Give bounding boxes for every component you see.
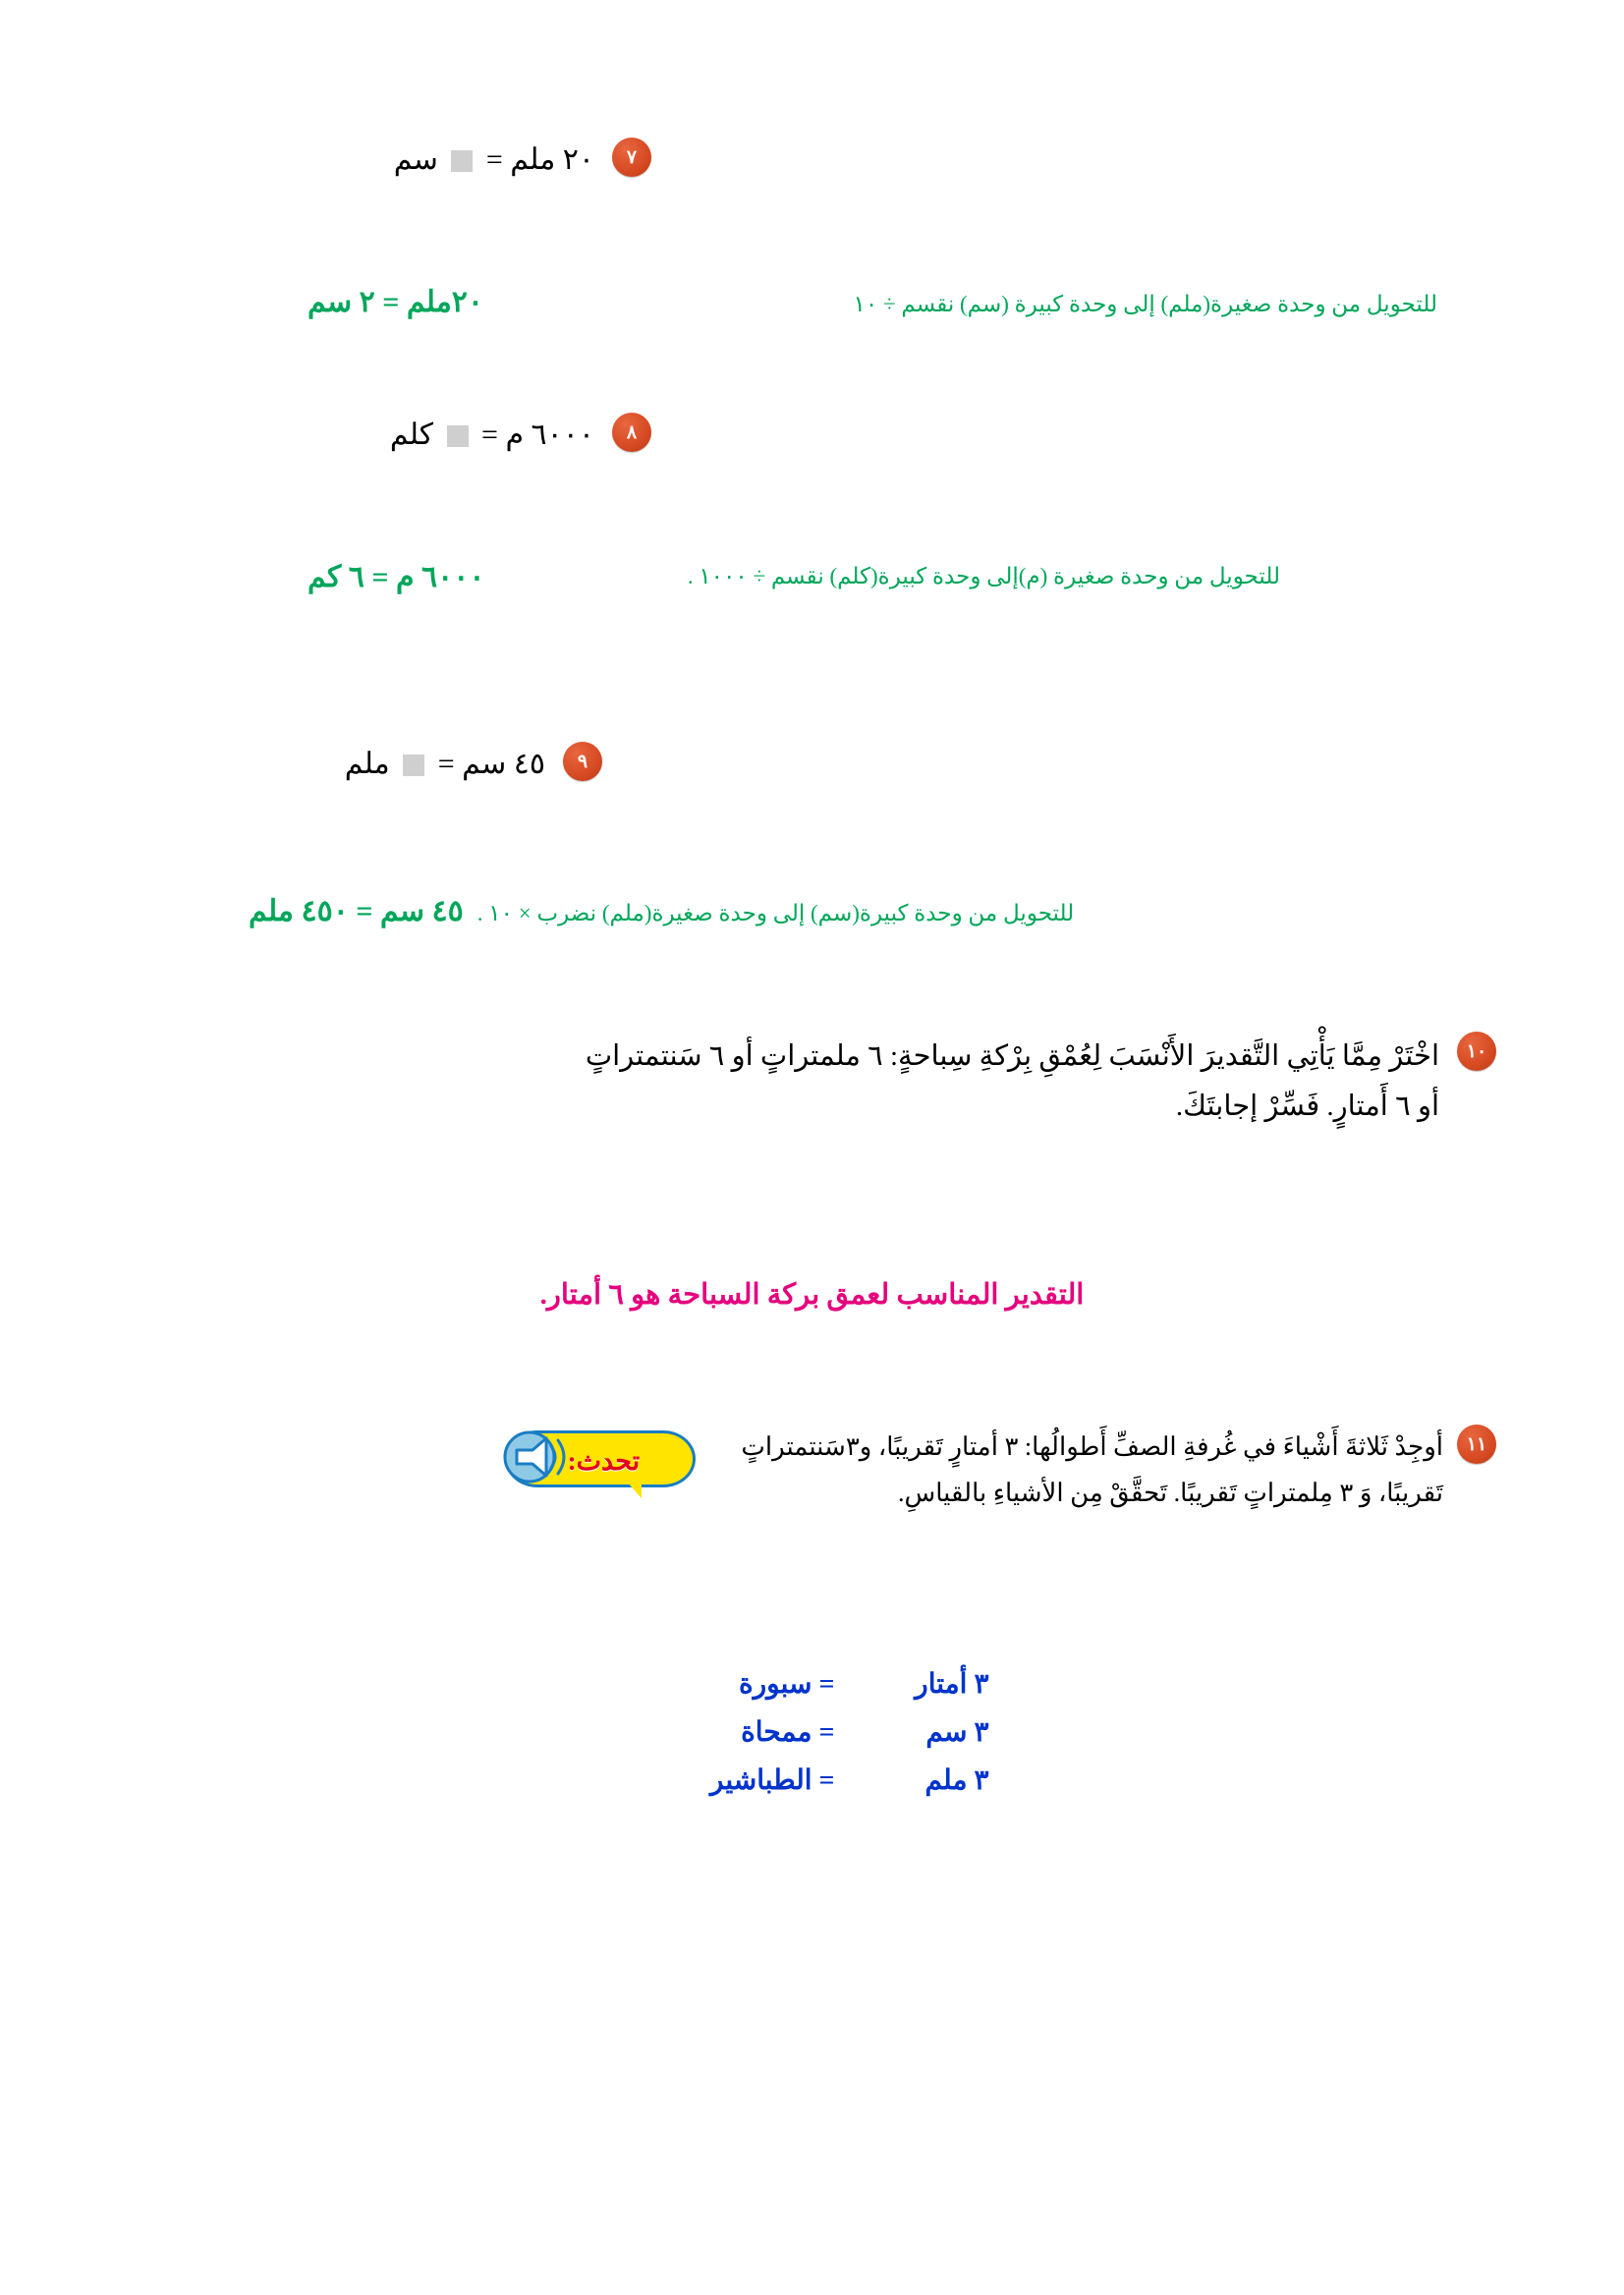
question-9-note: للتحويل من وحدة كبيرة(سم) إلى وحدة صغيرة(ملم) نضرب × ١٠ . bbox=[476, 901, 1075, 925]
question-9 bbox=[345, 742, 602, 786]
question-10-line-2: أو ٦ أَمتارٍ. فَسِّرْ إجابتَكَ. bbox=[1175, 1090, 1439, 1122]
answer-blank-box[interactable] bbox=[451, 150, 473, 172]
question-11-line-1: أوجِدْ ثَلاثةَ أَشْياءَ في غُرفةِ الصفِّ أَطوالُها: ٣ أمتارٍ تَقريبًا، و٣سَنتمتراتٍ bbox=[741, 1432, 1443, 1461]
question-9-prompt-before: ٤٥ سم = bbox=[430, 748, 545, 780]
question-number-badge: ١١ bbox=[1457, 1425, 1496, 1464]
question-11-text bbox=[493, 1425, 1443, 1517]
question-8-prompt-after: كلم bbox=[389, 419, 441, 451]
question-7-prompt-before: ٢٠ ملم = bbox=[478, 143, 594, 176]
question-9-answer: ٤٥ سم = ٤٥٠ ملم bbox=[249, 895, 464, 927]
question-9-answer-row bbox=[249, 894, 1477, 929]
question-8 bbox=[390, 413, 651, 457]
equals-sign: = bbox=[818, 1765, 835, 1796]
answer-measure-2: ٣ سم bbox=[925, 1717, 989, 1748]
question-9-prompt-after: ملم bbox=[344, 748, 398, 780]
question-10 bbox=[199, 1032, 1496, 1132]
question-number-badge: ١٠ bbox=[1457, 1032, 1496, 1071]
question-7-answer: ٢٠ملم = ٢ سم bbox=[308, 286, 484, 318]
question-number-badge: ٩ bbox=[563, 742, 602, 781]
equals-sign: = bbox=[818, 1669, 835, 1700]
answer-object-1: سبورة bbox=[738, 1669, 812, 1700]
question-7-prompt-after: سم bbox=[393, 143, 446, 176]
question-7-answer-row bbox=[288, 285, 1486, 320]
question-8-answer: ٦٠٠٠ م = ٦ كم bbox=[308, 561, 485, 593]
question-7-note: للتحويل من وحدة صغيرة(ملم) إلى وحدة كبيرة (سم) نقسم ÷ ١٠ bbox=[853, 292, 1437, 316]
question-10-answer bbox=[0, 1277, 1624, 1312]
speak-badge bbox=[505, 1425, 741, 1497]
question-7-prompt bbox=[394, 138, 594, 182]
answer-line bbox=[0, 1660, 1624, 1708]
question-number-badge: ٧ bbox=[612, 138, 651, 177]
question-8-answer-row bbox=[288, 560, 1408, 594]
answer-measure-1: ٣ أمتار bbox=[915, 1669, 989, 1700]
question-7 bbox=[394, 138, 651, 182]
question-11 bbox=[190, 1425, 1496, 1517]
question-number-badge: ٨ bbox=[612, 413, 651, 452]
megaphone-icon bbox=[503, 1427, 568, 1487]
question-10-line-1: اخْتَرْ مِمَّا يَأْتِي التَّقديرَ الأَنْسَبَ لِعُمْقِ بِرْكةِ سِباحةٍ: ٦ ملمتراتٍ أو ٦ سَنتمتراتٍ bbox=[585, 1040, 1439, 1072]
answer-line bbox=[0, 1708, 1624, 1757]
answer-object-2: ممحاة bbox=[741, 1717, 812, 1748]
question-10-answer-text: التقدير المناسب لعمق بركة السباحة هو ٦ أمتار. bbox=[539, 1279, 1085, 1311]
answer-object-3: الطباشير bbox=[709, 1765, 812, 1796]
answer-line bbox=[0, 1757, 1624, 1805]
question-11-line-2: تَقريبًا، وَ ٣ مِلمتراتٍ تَقريبًا. تَحقَّقْ مِن الأشياءِ بالقياسِ. bbox=[898, 1478, 1443, 1507]
answer-measure-3: ٣ ملم bbox=[924, 1765, 989, 1796]
question-8-note: للتحويل من وحدة صغيرة (م)إلى وحدة كبيرة(كلم) نقسم ÷ ١٠٠٠ . bbox=[687, 564, 1280, 588]
question-8-prompt bbox=[390, 413, 594, 457]
question-10-text bbox=[586, 1032, 1439, 1132]
question-11-answers bbox=[0, 1660, 1624, 1805]
answer-blank-box[interactable] bbox=[403, 755, 424, 776]
question-8-prompt-before: ٦٠٠٠ م = bbox=[474, 419, 594, 451]
answer-blank-box[interactable] bbox=[447, 425, 469, 447]
equals-sign: = bbox=[818, 1717, 835, 1748]
speak-badge-label: تحدث: bbox=[567, 1445, 641, 1476]
question-9-prompt bbox=[345, 742, 545, 786]
